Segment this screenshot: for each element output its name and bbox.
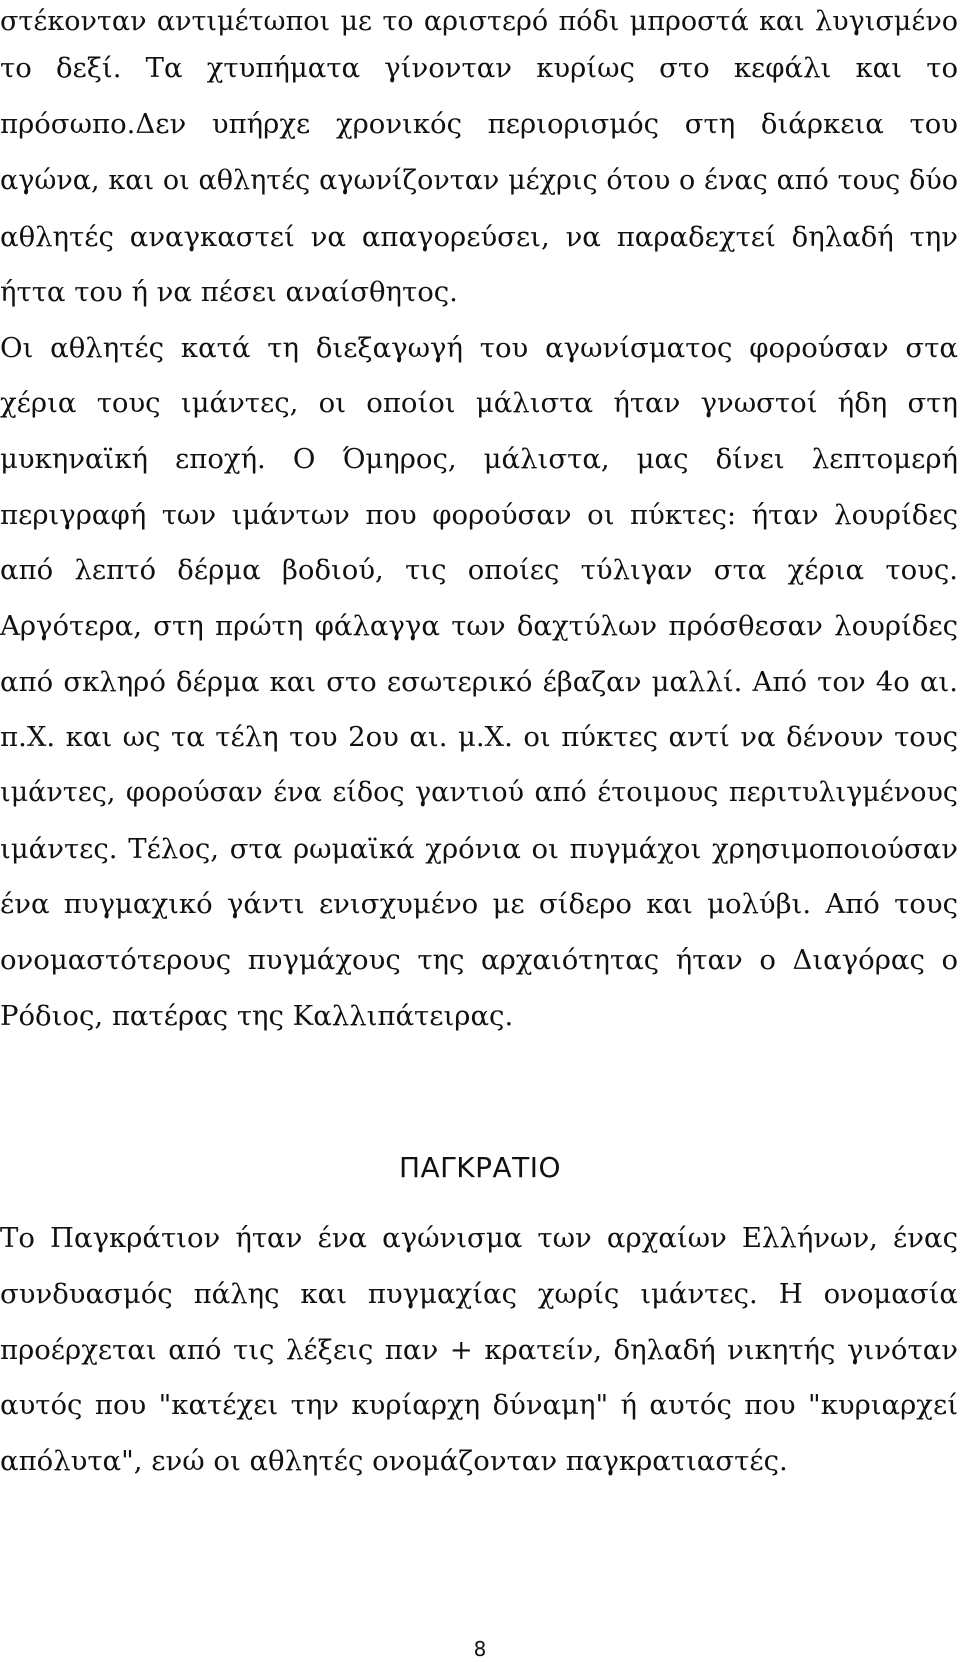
- text-line: το δεξί. Τα χτυπήματα γίνονταν κυρίως στο κεφάλι και το: [0, 52, 958, 84]
- text-line: αθλητές αναγκαστεί να απαγορεύσει, να παραδεχτεί δηλαδή την: [0, 221, 958, 253]
- text-line: χέρια τους ιμάντες, οι οποίοι μάλιστα ήταν γνωστοί ήδη στη: [0, 387, 958, 419]
- text-line: αγώνα, και οι αθλητές αγωνίζονταν μέχρις ότου ο ένας από τους δύο: [0, 165, 958, 196]
- text-line: Ρόδιος, πατέρας της Καλλιπάτειρας.: [0, 1000, 514, 1032]
- text-line: πρόσωπο.Δεν υπήρχε χρονικός περιορισμός στη διάρκεια του: [0, 108, 958, 140]
- page-number: 8: [473, 1637, 487, 1661]
- text-line: π.Χ. και ως τα τέλη του 2ου αι. μ.Χ. οι πύκτες αντί να δένουν τους: [0, 721, 958, 753]
- text-line: ιμάντες, φορούσαν ένα είδος γαντιού από έτοιμους περιτυλιγμένους: [0, 777, 958, 808]
- text-line: ήττα του ή να πέσει αναίσθητος.: [0, 276, 458, 308]
- text-line: συνδυασμός πάλης και πυγμαχίας χωρίς ιμάντες. Η ονομασία: [0, 1278, 958, 1310]
- text-line: Αργότερα, στη πρώτη φάλαγγα των δαχτύλων πρόσθεσαν λουρίδες: [0, 610, 958, 642]
- text-line: ένα πυγμαχικό γάντι ενισχυμένο με σίδερο και μολύβι. Από τους: [0, 888, 958, 920]
- text-line: από σκληρό δέρμα και στο εσωτερικό έβαζαν μαλλί. Από τον 4ο αι.: [0, 666, 958, 698]
- text-line: απόλυτα", ενώ οι αθλητές ονομάζονταν παγκρατιαστές.: [0, 1445, 788, 1477]
- text-line: ονομαστότερους πυγμάχους της αρχαιότητας ήταν ο Διαγόρας ο: [0, 944, 958, 976]
- text-line: Το Παγκράτιον ήταν ένα αγώνισμα των αρχαίων Ελλήνων, ένας: [0, 1222, 958, 1254]
- section-heading: ΠΑΓΚΡΑΤΙΟ: [398, 1151, 562, 1184]
- text-line: προέρχεται από τις λέξεις παν + κρατείν, δηλαδή νικητής γινόταν: [0, 1334, 958, 1366]
- text-line: ιμάντες. Τέλος, στα ρωμαϊκά χρόνια οι πυγμάχοι χρησιμοποιούσαν: [0, 833, 958, 865]
- text-line: αυτός που "κατέχει την κυρίαρχη δύναμη" ή αυτός που "κυριαρχεί: [0, 1389, 958, 1421]
- text-line: από λεπτό δέρμα βοδιού, τις οποίες τύλιγαν στα χέρια τους.: [0, 554, 958, 586]
- text-line: μυκηναϊκή εποχή. Ο Όμηρος, μάλιστα, μας δίνει λεπτομερή: [0, 443, 958, 475]
- text-line: περιγραφή των ιμάντων που φορούσαν οι πύκτες: ήταν λουρίδες: [0, 499, 958, 531]
- text-line: στέκονταν αντιμέτωποι με το αριστερό πόδι μπροστά και λυγισμένο: [0, 6, 958, 37]
- text-line: Οι αθλητές κατά τη διεξαγωγή του αγωνίσματος φορούσαν στα: [0, 332, 958, 364]
